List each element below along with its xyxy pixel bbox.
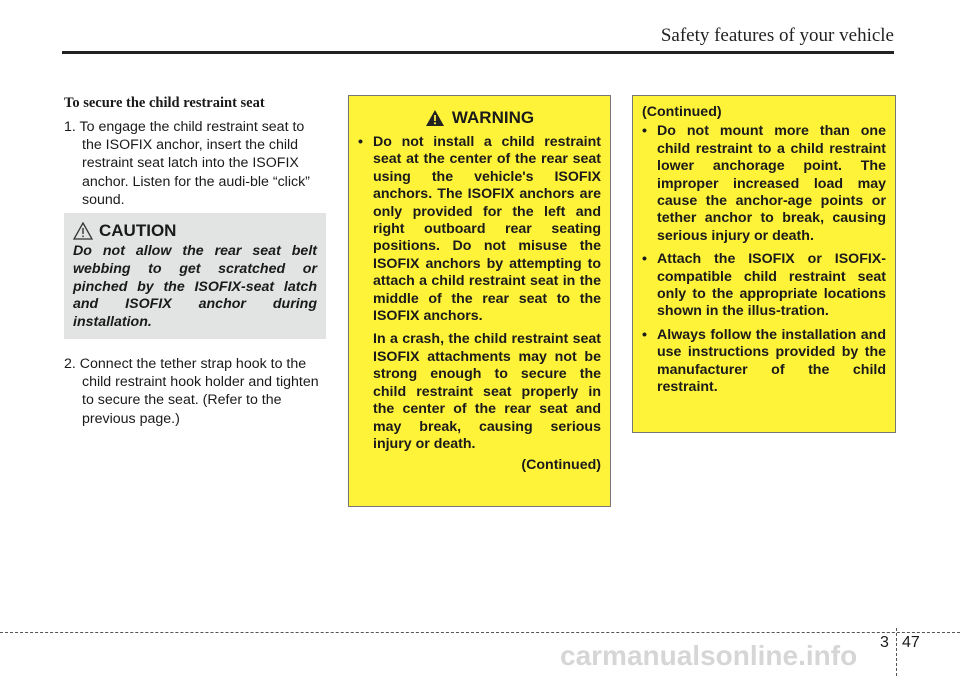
instructions-step2-block [64, 355, 326, 428]
step-2: 2. Connect the tether strap hook to the child restraint hook holder and tighten to secure the seat. (Refer to the previous page.) [64, 356, 319, 427]
warning-bullet-3-text: Attach the ISOFIX or ISOFIX-compatible child restraint seat only to the appropriate locations shown in the illus-tration. [657, 251, 886, 320]
warning-bullet-4-text: Always follow the installation and use instructions provided by the manufacturer of the child restraint. [657, 326, 886, 396]
warning-title: WARNING [451, 108, 535, 127]
warning-box [348, 95, 611, 507]
bullet-dot: • [642, 123, 647, 140]
bullet-dot: • [642, 251, 647, 268]
bullet-dot: • [358, 134, 363, 150]
caution-box [64, 213, 326, 339]
caution-triangle-icon [73, 222, 93, 240]
header-divider [62, 51, 894, 54]
chapter-number: 3 [880, 634, 889, 651]
bullet-dot: • [642, 326, 647, 343]
caution-text: Do not allow the rear seat belt webbing to get scratched or pinched by the ISOFIX-seat latch and ISOFIX anchor during installation. [73, 243, 317, 331]
warning-bullet-1 [358, 134, 601, 325]
continued-label-top: (Continued) [642, 104, 722, 120]
page-number-separator [896, 628, 897, 676]
warning-bullet-2 [642, 123, 886, 245]
watermark: carmanualsonline.info [560, 640, 858, 671]
warning-bullet-1-text: Do not install a child restraint seat at the center of the rear seat using the vehicle's ISOFIX anchors. The ISOFIX anchors are only provided for the left and right outboard rear seating positions. Do not misuse the ISOFIX anchors by attempting to attach a child restraint seat in the middle of the rear seat to the ISOFIX anchors. [373, 134, 601, 325]
continued-label: (Continued) [521, 457, 601, 474]
warning-triangle-icon [425, 109, 445, 127]
warning-continued-box [632, 95, 896, 433]
caution-header [73, 221, 317, 241]
warning-bullet-4 [642, 327, 886, 397]
warning-bullet-2-text: Do not mount more than one child restraint to a child restraint lower anchorage point. The improper increased load may cause the anchor-age points or tether anchor to break, causing serious injury or death. [657, 123, 886, 244]
instructions-column [64, 95, 326, 209]
page-number: 47 [902, 634, 920, 651]
warning-header [358, 108, 601, 128]
section-subheading: To secure the child restraint seat [64, 95, 265, 111]
caution-title: CAUTION [99, 221, 177, 240]
page-header-title: Safety features of your vehicle [660, 25, 894, 46]
warning-paragraph: In a crash, the child restraint seat ISOFIX attachments may not be strong enough to secure the child restraint seat properly in the center of the rear seat and may break, causing serious injury or death. [373, 331, 601, 452]
warning-bullet-3 [642, 251, 886, 321]
step-1: 1. To engage the child restraint seat to the ISOFIX anchor, insert the child restraint seat latch into the ISOFIX anchor. Listen for the audi-ble “click” sound. [64, 119, 310, 208]
footer-divider [0, 632, 960, 633]
